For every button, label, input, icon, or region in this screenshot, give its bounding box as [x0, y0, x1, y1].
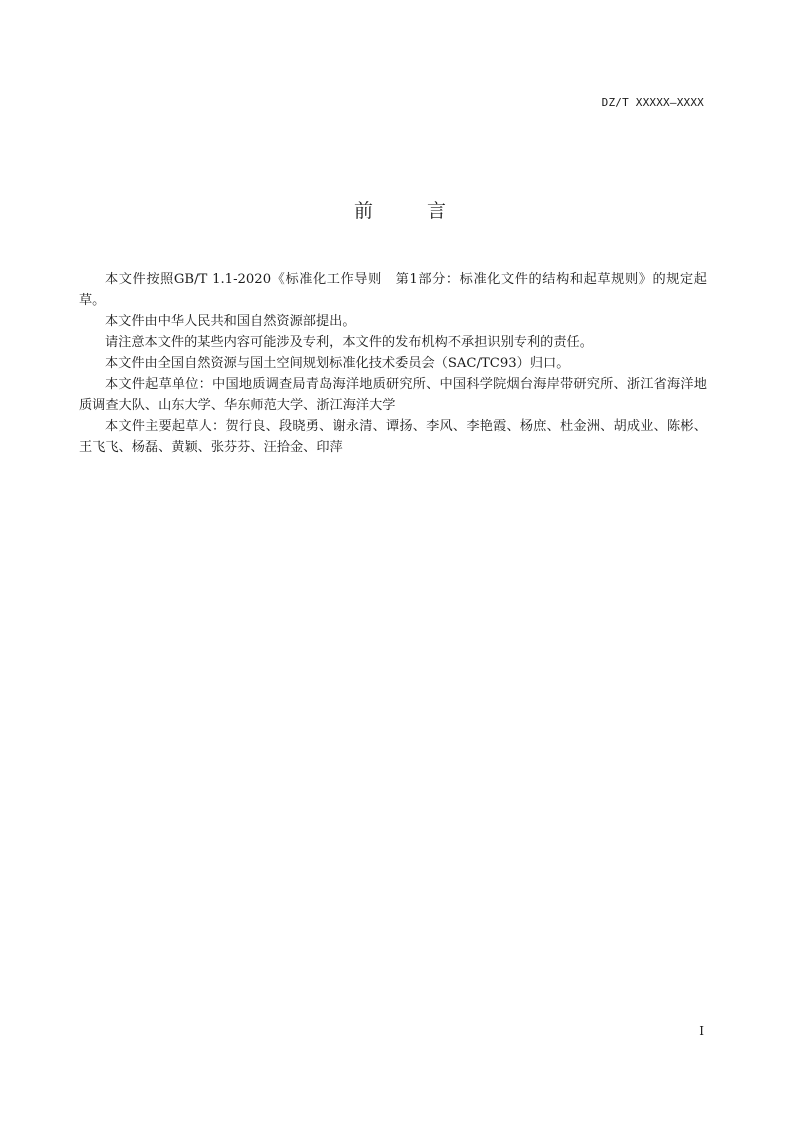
- paragraph-technical-committee: 本文件由全国自然资源与国土空间规划标准化技术委员会（SAC/TC93）归口。: [105, 356, 570, 371]
- page-number: I: [699, 1024, 704, 1038]
- paragraph-drafting-units: 本文件起草单位：中国地质调查局青岛海洋地质研究所、中国科学院烟台海岸带研究所、浙江省海洋地质调查大队、山东大学、华东师范大学、浙江海洋大学: [79, 377, 707, 413]
- paragraph-drafters: 本文件主要起草人：贺行良、段晓勇、谢永清、谭扬、李风、李艳霞、杨庶、杜金洲、胡成业、陈彬、王飞飞、杨磊、黄颖、张芬芬、汪拾金、印萍: [79, 419, 707, 455]
- document-code: DZ/T XXXXX—XXXX: [601, 96, 704, 109]
- paragraph-drafting-rules: 本文件按照GB/T 1.1-2020《标准化工作导则 第1部分：标准化文件的结构和起草规则》的规定起草。: [79, 272, 707, 308]
- foreword-body: [79, 269, 707, 458]
- paragraph-patent-notice: 请注意本文件的某些内容可能涉及专利，本文件的发布机构不承担识别专利的责任。: [105, 335, 593, 350]
- paragraph-proposer: 本文件由中华人民共和国自然资源部提出。: [105, 314, 356, 329]
- page-title: 前 言: [353, 200, 471, 222]
